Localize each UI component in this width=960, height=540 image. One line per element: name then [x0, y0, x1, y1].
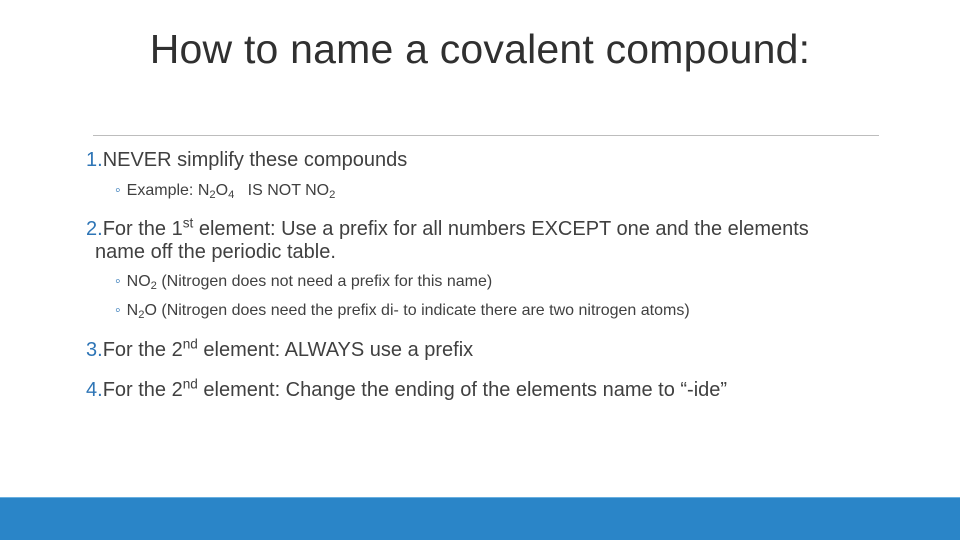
sub-text: O [215, 182, 229, 199]
bullet-icon: ◦ [115, 302, 121, 319]
superscript: st [182, 215, 194, 231]
superscript: nd [182, 376, 198, 392]
item-text: For the 2 [102, 339, 183, 361]
sub-text: N [126, 302, 139, 319]
sub-text: NO [126, 273, 151, 290]
list-item-2 [86, 215, 886, 264]
page-title: How to name a covalent compound: [149, 26, 811, 72]
item-number: 2. [86, 218, 103, 240]
subscript: 2 [150, 279, 157, 292]
subscript: 2 [138, 308, 145, 321]
item-text: For the 1 [102, 218, 183, 240]
item-text-line2: name off the periodic table. [95, 241, 336, 263]
sub-text: O (Nitrogen does need the prefix di- to indicate there are two nitrogen atoms) [144, 302, 690, 319]
item-text: element: Change the ending of the elements name to “-ide” [197, 379, 728, 401]
sub-text: (Nitrogen does not need a prefix for this name) [156, 273, 493, 290]
item-text: element: Use a prefix for all numbers EXCEPT one and the elements [193, 218, 809, 240]
footer-bar [0, 498, 960, 540]
bullet-icon: ◦ [115, 273, 121, 290]
sub-item-no2 [115, 272, 875, 292]
item-number: 3. [86, 339, 103, 361]
bullet-icon: ◦ [115, 182, 121, 199]
title-divider [93, 135, 879, 136]
sub-item-example [115, 181, 875, 201]
list-item-4 [86, 376, 886, 402]
sub-text: Example: N [126, 182, 210, 199]
list-item-3 [86, 336, 886, 362]
item-number: 4. [86, 379, 103, 401]
item-text: element: ALWAYS use a prefix [197, 339, 474, 361]
superscript: nd [182, 336, 198, 352]
item-text: NEVER simplify these compounds [102, 149, 408, 171]
sub-item-n2o [115, 301, 875, 321]
subscript: 2 [329, 188, 336, 201]
subscript: 4 [228, 188, 235, 201]
subscript: 2 [209, 188, 216, 201]
list-item-1 [86, 149, 886, 172]
sub-text: IS NOT NO [234, 182, 330, 199]
item-number: 1. [86, 149, 103, 171]
item-text: For the 2 [102, 379, 183, 401]
